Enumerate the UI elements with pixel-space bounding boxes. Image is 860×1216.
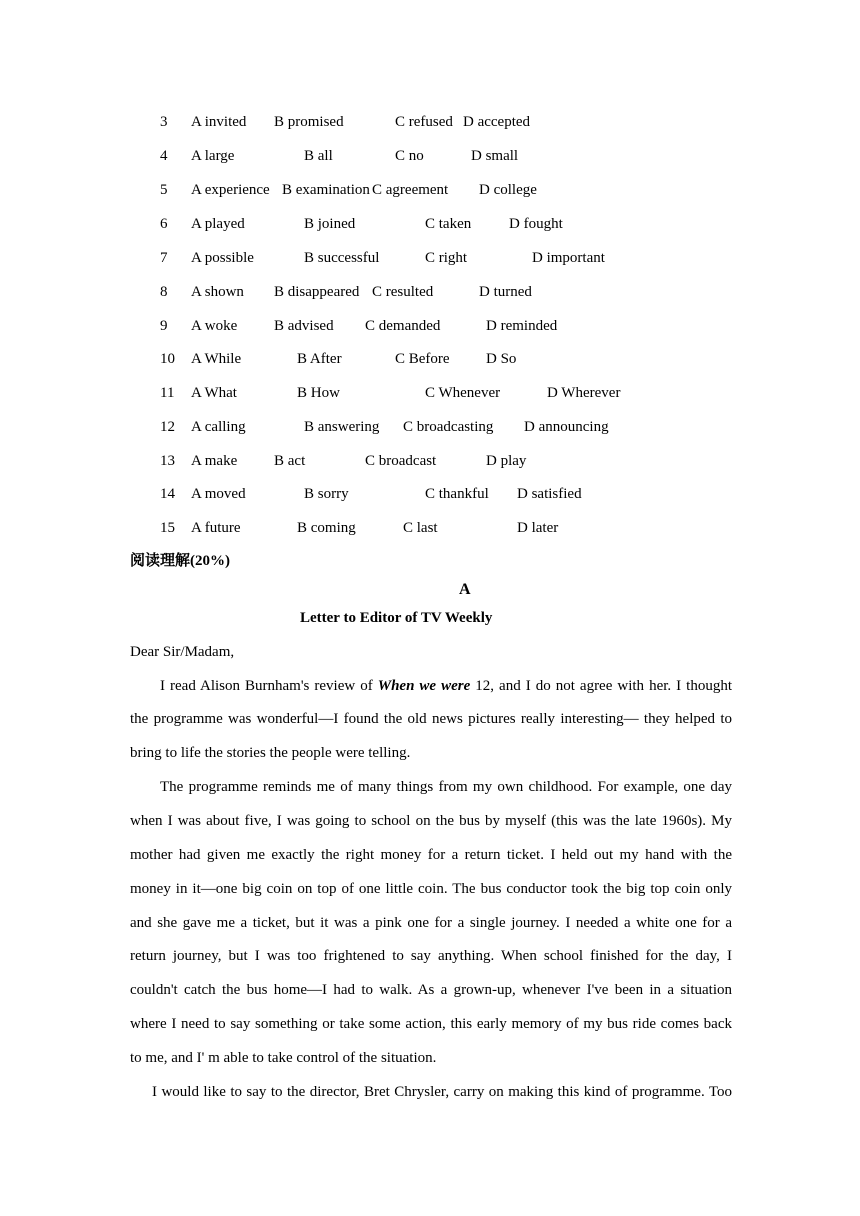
option-c: C taken xyxy=(425,216,472,232)
option-a: A woke xyxy=(191,318,238,334)
option-a: A What xyxy=(191,385,237,401)
question-number: 14 xyxy=(160,486,175,502)
option-a: A invited xyxy=(191,114,247,130)
option-b: B answering xyxy=(304,419,380,435)
option-b: B How xyxy=(297,385,340,401)
question-number: 7 xyxy=(160,250,168,266)
option-d: D later xyxy=(517,520,559,536)
question-row-4 xyxy=(0,145,860,167)
paragraph-line: The programme reminds me of many things from my own childhood. For example, one day xyxy=(160,779,732,795)
option-a: A experience xyxy=(191,182,270,198)
option-a: A make xyxy=(191,453,238,469)
question-number: 13 xyxy=(160,453,175,469)
option-b: B act xyxy=(274,453,306,469)
option-c: C resulted xyxy=(372,284,434,300)
question-number: 4 xyxy=(160,148,168,164)
option-c: C thankful xyxy=(425,486,489,502)
question-number: 10 xyxy=(160,351,175,367)
paragraph-line: where I need to say something or take some action, this early memory of my bus ride comes back xyxy=(130,1016,732,1032)
question-row-10 xyxy=(0,348,860,370)
option-d: D college xyxy=(479,182,537,198)
option-c: C refused xyxy=(395,114,453,130)
question-row-15 xyxy=(0,517,860,539)
programme-title: When we were xyxy=(377,678,471,694)
option-d: D play xyxy=(486,453,527,469)
question-row-5 xyxy=(0,179,860,201)
question-number: 9 xyxy=(160,318,168,334)
option-a: A calling xyxy=(191,419,246,435)
question-row-6 xyxy=(0,213,860,235)
option-b: B promised xyxy=(274,114,344,130)
option-b: B joined xyxy=(304,216,356,232)
paragraph-line: return journey, but I was too frightened to say anything. When school finished for the day, I xyxy=(130,948,732,964)
question-number: 8 xyxy=(160,284,168,300)
option-b: B advised xyxy=(274,318,334,334)
question-row-9 xyxy=(0,315,860,337)
option-a: A While xyxy=(191,351,242,367)
option-d: D So xyxy=(486,351,517,367)
option-b: B After xyxy=(297,351,342,367)
option-d: D fought xyxy=(509,216,563,232)
text-run: I read Alison Burnham's review of xyxy=(160,678,378,694)
option-a: A played xyxy=(191,216,245,232)
paragraph-line: money in it—one big coin on top of one little coin. The bus conductor took the big top coin only xyxy=(130,881,732,897)
paragraph-line: bring to life the stories the people were telling. xyxy=(130,745,411,761)
option-a: A possible xyxy=(191,250,254,266)
option-b: B successful xyxy=(304,250,380,266)
passage-title: Letter to Editor of TV Weekly xyxy=(300,610,493,626)
question-number: 11 xyxy=(160,385,175,401)
paragraph-line: when I was about five, I was going to school on the bus by myself (this was the late 1960s). My xyxy=(130,813,732,829)
question-row-8 xyxy=(0,281,860,303)
option-c: C broadcasting xyxy=(403,419,494,435)
paragraph-line: and she gave me a ticket, but it was a pink one for a single journey. I needed a white one for a xyxy=(130,915,732,931)
paragraph-line: mother had given me exactly the right money for a return ticket. I held out my hand with the xyxy=(130,847,732,863)
question-row-13 xyxy=(0,450,860,472)
passage-label: A xyxy=(459,581,471,598)
question-number: 6 xyxy=(160,216,168,232)
option-a: A shown xyxy=(191,284,244,300)
question-row-11 xyxy=(0,382,860,404)
paragraph-line: to me, and I' m able to take control of the situation. xyxy=(130,1050,437,1066)
question-row-7 xyxy=(0,247,860,269)
paragraph-line: the programme was wonderful—I found the old news pictures really interesting— they helped to xyxy=(130,711,732,727)
option-c: C agreement xyxy=(372,182,449,198)
option-c: C no xyxy=(395,148,424,164)
option-d: D accepted xyxy=(463,114,531,130)
option-b: B examination xyxy=(282,182,370,198)
option-d: D announcing xyxy=(524,419,609,435)
option-c: C broadcast xyxy=(365,453,437,469)
option-a: A large xyxy=(191,148,235,164)
letter-salutation: Dear Sir/Madam, xyxy=(130,644,235,660)
option-d: D satisfied xyxy=(517,486,582,502)
option-c: C demanded xyxy=(365,318,441,334)
question-row-3 xyxy=(0,111,860,133)
question-number: 5 xyxy=(160,182,168,198)
section-title: 阅读理解(20%) xyxy=(130,553,230,569)
paragraph-line xyxy=(160,675,732,697)
option-d: D important xyxy=(532,250,605,266)
question-number: 15 xyxy=(160,520,175,536)
question-number: 3 xyxy=(160,114,168,130)
option-d: D small xyxy=(471,148,519,164)
option-d: D reminded xyxy=(486,318,558,334)
option-b: B disappeared xyxy=(274,284,360,300)
text-run: 12, and I do not agree with her. I thought xyxy=(470,678,732,694)
option-c: C last xyxy=(403,520,438,536)
option-b: B all xyxy=(304,148,333,164)
option-c: C right xyxy=(425,250,468,266)
question-row-14 xyxy=(0,483,860,505)
option-a: A moved xyxy=(191,486,246,502)
option-d: D Wherever xyxy=(547,385,621,401)
question-row-12 xyxy=(0,416,860,438)
paragraph-line: couldn't catch the bus home—I had to walk. As a grown-up, whenever I've been in a situation xyxy=(130,982,732,998)
question-number: 12 xyxy=(160,419,175,435)
paragraph-line: I would like to say to the director, Bret Chrysler, carry on making this kind of programme. Too xyxy=(152,1084,732,1100)
option-c: C Whenever xyxy=(425,385,501,401)
option-b: B sorry xyxy=(304,486,349,502)
option-c: C Before xyxy=(395,351,450,367)
option-d: D turned xyxy=(479,284,532,300)
option-b: B coming xyxy=(297,520,356,536)
option-a: A future xyxy=(191,520,241,536)
